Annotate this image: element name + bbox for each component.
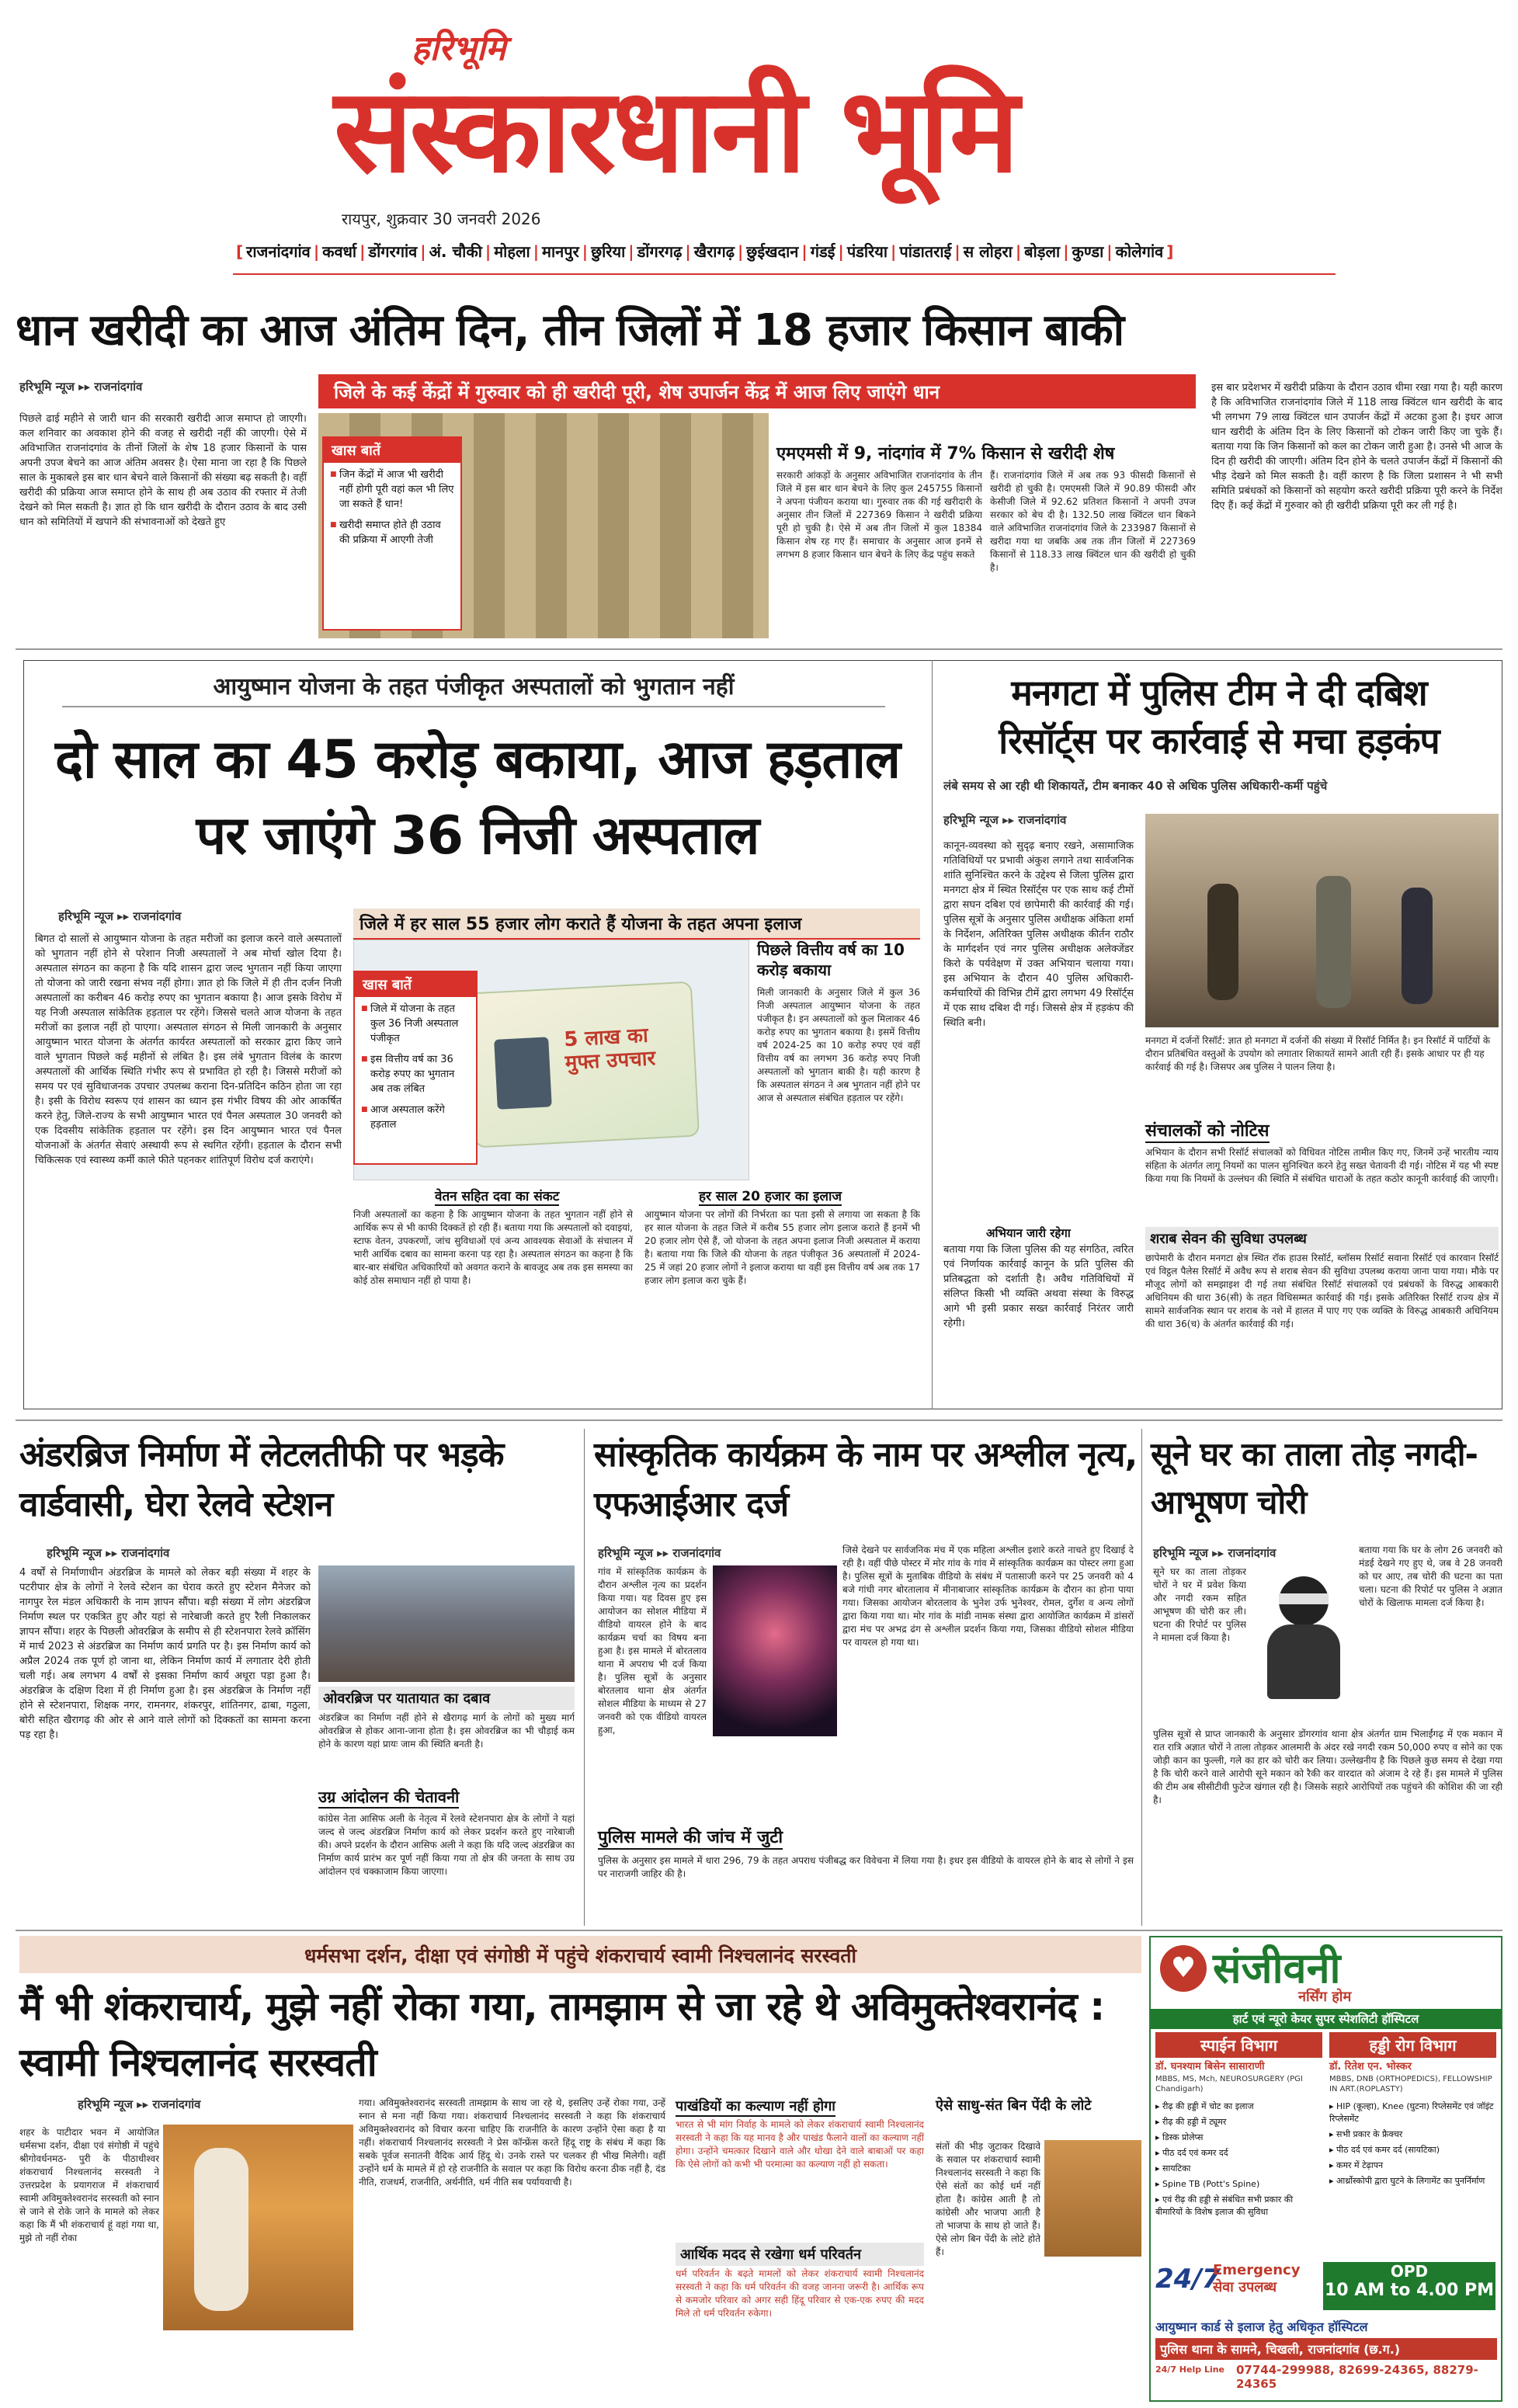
rule — [16, 648, 1502, 650]
story7-sub3-text: संतों की भीड़ जुटाकर दिखावे के सवाल पर शंकराचार्य स्वामी निश्चलानंद सरस्वती ने कहा कि ऐसे संतों का कोई धर्म नहीं होता है। कांग्रेस आती है तो कांग्रेसी और भाजपा आती है तो भाजपा के साथ हो जाते हैं। ऐसे लोग बिन पेंदी के लोटे होते हैं। — [936, 2141, 1040, 2257]
ad-list-item: ▸ रीढ़ की हड्डी में ट्यूमर — [1155, 2117, 1227, 2127]
ad-foot: आयुष्मान कार्ड से इलाज हेतु अधिकृत हॉस्पिटल — [1155, 2319, 1368, 2334]
rule — [16, 1419, 1502, 1421]
story3-headline2: रिसॉर्ट्स पर कार्रवाई से मचा हड़कंप — [999, 720, 1440, 762]
ad-left-doc: डॉ. घनश्याम बिसेन सासाराणी — [1155, 2061, 1265, 2073]
key-item: ■ खरीदी समाप्त होते ही उठाव की प्रक्रिया में आएगी तेजी — [330, 518, 454, 547]
separator: | — [1063, 242, 1069, 261]
story7-headline: मैं भी शंकराचार्य, मुझे नहीं रोका गया, तामझाम से जा रहे थे अविमुक्तेश्वरानंद : स्वामी निश्चलानंद सरस्वती — [19, 1984, 1105, 2085]
story1-col4: इस बार प्रदेशभर में खरीदी प्रक्रिया के दौरान उठाव धीमा रखा गया है। यही कारण है कि अविभाजित राजनांदगांव जिले में 118 लाख क्विंटल धान खरीदी के बाद भी लगभग 79 लाख क्विंटल धान उपार्जन केंद्रों में अटका हुआ है। इधर आज धान खरीदी के अंतिम दिन के लिए किसानों को टोकन जारी किए जा चुके हैं। बताया गया कि जिन किसानों को कल का टोकन जारी हुआ है। उनसे भी आज के दिन ही खरीदी की जाएगी। अंतिम दिन होने के चलते उपार्जन केंद्रों में किसानों की भीड़ देखने को मिल सकती है। वहीं कारण है कि जिला प्रशासन ने भी सभी समिति प्रबंधकों को किसानों को सहयोग करते खरीदी प्रक्रिया पूरी करने के निर्देश दिए हैं। कई केंद्रों में गुरुवार को ही खरीदी प्रक्रिया पूरी कर ली गई है। — [1211, 382, 1502, 512]
separator: | — [533, 242, 539, 261]
story3-headline1: मनगटा में पुलिस टीम ने दी दबिश — [1011, 672, 1427, 714]
key-title: खास बातें — [324, 438, 460, 463]
separator: ] — [1166, 242, 1174, 261]
ad-opd: OPD — [1390, 2262, 1429, 2281]
town-link[interactable]: पांडातराई — [899, 242, 952, 261]
story1-key-box — [322, 436, 462, 631]
story5-byline: हरिभूमि न्यूज ▸▸ राजनांदगांव — [598, 1546, 721, 1560]
story3-caption: मनगटा में दर्जनों रिसॉर्ट: ज्ञात हो मनगटा में दर्जनों की संख्या में रिसॉर्ट निर्मित है। इन रिसॉर्ट में पार्टियों के दौरान प्रतिबंधित वस्तुओं के उपयोग को लगातार शिकायतें सामने आती रही हैं। इसके आधार पर ही यह कार्रवाई की गई है। जिसपर अब पुलिस ने पालन लिया है। — [1145, 1035, 1491, 1072]
story6-headline: सूने घर का ताला तोड़ नगदी-आभूषण चोरी — [1151, 1435, 1478, 1521]
separator: | — [582, 242, 589, 261]
story2-col1: बिगत दो सालों से आयुष्मान योजना के तहत मरीजों का इलाज करने वाले अस्पतालों को भुगतान नहीं होने से परेशान निजी अस्पतालों ने अब मोर्चा खोल दिया है। अस्पताल संगठन का कहना है कि यदि शासन द्वारा जल्द भुगतान नहीं किया जाएगा तो योजना को जारी रखना संभव नहीं होगा। ज्ञात हो कि जिले में ही तीन दर्जन निजी अस्पतालों का करीबन 46 करोड़ रुपए का भुगतान बकाया है। आज इसके विरोध में यह निजी अस्पताल सांकेतिक हड़ताल पर रहेंगे। जिससे चलते आज योजना के तहत मरीजों का इलाज नहीं हो पाएगा। अस्पताल संगठन से मिली जानकारी के अनुसार आयुष्मान भारत योजना के अंतर्गत कार्यरत अस्पतालों को सरकार द्वारा किए जाने वाले भुगतान पिछले कई महीनों से लंबित है। इस लंबे भुगतान विलंब के कारण अस्पतालों की आर्थिक स्थिति गंभीर रूप से प्रभावित हो रही है। जिससे मरीजों को समय पर एवं सुविधाजनक उपचार उपलब्ध कराना दिन-प्रतिदिन कठिन होता जा रहा है। इसी के विरोध स्वरूप एवं शासन का ध्यान इस गंभीर विषय की ओर आकर्षित करने हेतु, जिले-राज्य के सभी आयुष्मान भारत एवं पैनल अस्पताल 30 जनवरी को एक दिवसीय सांकेतिक हड़ताल पर रहेंगे। इस दिन आयुष्मान भारत एवं पैनल योजनाओं के अंतर्गत सेवाएं अस्थायी रूप से स्थगित रहेंगी। हड़ताल के दौरान सभी चिकित्सक एवं स्वास्थ्य कर्मी काले फीते पहनकर शांतिपूर्ण विरोध दर्ज कराएंगे। — [35, 933, 342, 1166]
ad-emergency: Emergency सेवा उपलब्ध — [1213, 2262, 1301, 2295]
ad-tagline: हार्ट एवं न्यूरो केयर सुपर स्पेशलिटी हॉस्पिटल — [1151, 2009, 1501, 2029]
ad-list-item: ▸ सायटिका — [1155, 2163, 1191, 2173]
thief-illustration — [1252, 1576, 1353, 1701]
ad-list-item: ▸ Spine TB (Pott's Spine) — [1155, 2179, 1260, 2189]
separator: | — [838, 242, 844, 261]
story7-inset-photo — [1044, 2140, 1141, 2257]
story7-col1: शहर के पाटीदार भवन में आयोजित धर्मसभा दर्शन, दीक्षा एवं संगोष्ठी में पहुंचे श्रीगोवर्धनमठ- पुरी के पीठाधीश्वर शंकराचार्य निश्चलानंद सरस्वती ने उत्तरप्रदेश के प्रयागराज में शंकराचार्य स्वामी अविमुक्तेश्वरानंद सरस्वती को स्नान से जाने से रोके जाने के मामले को लेकर कहा कि मैं भी शंकराचार्य हूं वहां गया था, मुझे तो नहीं रोका — [19, 2127, 159, 2243]
ad-address: पुलिस थाना के सामने, चिखली, राजनांदगांव (छ.ग.) — [1155, 2338, 1497, 2360]
story5-col1: गांव में सांस्कृतिक कार्यक्रम के दौरान अश्लील नृत्य का प्रदर्शन किया गया। यह दिवस हुए इस आयोजन का सोशल मीडिया में वीडियो वायरल होने के बाद कार्यक्रम चर्चा का विषय बना हुआ है। इस मामले में बोरतलाव थाना में अपराध भी दर्ज किया है। पुलिस सूत्रों के अनुसार बोरतलाव थाना क्षेत्र अंतर्गत सोशल मीडिया के माध्यम से 27 जनवरी को एक वीडियो वायरल हुआ, — [598, 1566, 707, 1736]
story7-sub3: ऐसे साधु-संत बिन पेंदी के लोटे — [936, 2097, 1092, 2114]
town-strip — [233, 241, 1320, 262]
story7-kicker: धर्मसभा दर्शन, दीक्षा एवं संगोष्ठी में पहुंचे शंकराचार्य स्वामी निश्चलानंद सरस्वती — [19, 1936, 1141, 1973]
story3-sub: अभियान जारी रहेगा — [986, 1226, 1071, 1240]
story2-box-title: पिछले वित्तीय वर्ष का 10 करोड़ बकाया — [757, 940, 905, 979]
story1-subhead: एमएमसी में 9, नांदगांव में 7% किसान से खरीदी शेष — [776, 444, 1115, 464]
story2-sub2-text: आयुष्मान योजना पर लोगों की निर्भरता का पता इसी से लगाया जा सकता है कि हर साल योजना के तहत जिले में करीब 55 हजार लोग इलाज कराते हैं इनमें भी 20 हजार लोग ऐसे हैं, जो योजना के तहत अपना इलाज निजी अस्पताल में कराया है। बताया गया कि जिले की योजना के तहत पंजीकृत 36 अस्पतालों में 2024-25 में जहां 20 हजार लोगों ने इलाज कराया था वहीं इस वित्तीय वर्ष अब तक 17 हजार लोग इलाज करा चुके हैं। — [644, 1209, 920, 1286]
separator: | — [485, 242, 492, 261]
story1-byline: हरिभूमि न्यूज ▸▸ राजनांदगांव — [19, 380, 143, 394]
story7-photo-shankaracharya — [163, 2125, 353, 2330]
story2-headline: दो साल का 45 करोड़ बकाया, आज हड़ताल पर जाएंगे 36 निजी अस्पताल — [54, 729, 901, 867]
story3-sub-text: बताया गया कि जिला पुलिस की यह संगठित, त्वरित एवं निर्णायक कार्रवाई कानून के प्रति पुलिस की प्रतिबद्धता को दर्शाती है। अवैध गतिविधियों में संलिप्त किसी भी व्यक्ति अथवा संस्था के विरुद्ध आगे भी इसी प्रकार सख्त कार्रवाई निरंतर जारी रहेगी। — [943, 1244, 1134, 1329]
separator: | — [737, 242, 744, 261]
story4-headline: अंडरब्रिज निर्माण में लेटलतीफी पर भड़के वार्डवासी, घेरा रेलवे स्टेशन — [19, 1435, 504, 1524]
town-link[interactable]: अं. चौकी — [429, 242, 482, 261]
story1-col1: पिछले ढाई महीने से जारी धान की सरकारी खरीदी आज समाप्त हो जाएगी। कल शनिवार का अवकाश होने की वजह से खरीदी नहीं की जाएगी। ऐसे में अविभाजित राजनांदगांव के तीनों जिलों के शेष 18 हजार किसानों के पास अपनी उपज बेचने का आज अंतिम अवसर है। ऐसा माना जा रहा है कि पिछले साल के मुकाबले इस बार धान बेचने वाले किसानों की संख्या बढ़ सकती है। वहीं खरीदी की प्रक्रिया आज समाप्त होने के साथ ही अब उठाव की रफ्तार में तेजी देखने को मिल सकती है। ज्ञात हो कि धान खरीदी के दौरान उठाव के बाद उसी धान को समितियों में खपाने की संभावनाओं को देखते हुए — [19, 413, 307, 528]
story7-col2: गया। अविमुक्तेश्वरानंद सरस्वती तामझाम के साथ जा रहे थे, इसलिए उन्हें रोका गया, उन्हें स्नान से मना नहीं किया गया। शंकराचार्य निश्चलानंद सरस्वती ने कहा कि शंकराचार्य अविमुक्तेश्वरानंद को विचार करना चाहिए कि राजनीति के कारण उन्होंने ऐसा कहा है या नहीं। शंकराचार्य निश्चलानंद सरस्वती ने प्रेस कॉन्फ्रेंस करते हिंदू राष्ट्र के संबंध में कहा कि सबके पूर्वज सनातनी वैदिक आर्य हिंदू थे। उनके रास्ते पर चलकर ही भीख मिलेगी। वहीं उन्होंने धर्म के मामले में हो रहे राजनीति के सवाल पर कहा कि विरोध करना ठीक नहीं है, दंड नीति, राजधर्म, राजनीति, अर्थनीति, धर्म नीति सब पर्यायवाची है। — [359, 2097, 665, 2187]
ad-list-item: ▸ डिस्क प्रोलेप्स — [1155, 2132, 1204, 2142]
photo-figure — [1316, 876, 1351, 1008]
story3-deck: लंबे समय से आ रही थी शिकायतें, टीम बनाकर 40 से अधिक पुलिस अधिकारी-कर्मी पहुंचे — [943, 779, 1328, 793]
separator: | — [360, 242, 366, 261]
ad-left-list — [1155, 2100, 1322, 2222]
story6-col-c: पुलिस सूत्रों से प्राप्त जानकारी के अनुसार डोंगरगांव थाना क्षेत्र अंतर्गत ग्राम भिलाईंगढ़ में एक मकान में रात रात्रि अज्ञात चोरों ने ताला तोड़कर आलमारी के अंदर रखे नगदी रकम 50,000 रुपए व सोने का एक जोड़ी कान का फुल्ली, गले का हार को चोरी कर लिया। उल्लेखनीय है कि पिछले कुछ समय से देखा गया है कि चोरी करने वाले आरोपी सूने मकान को रैकी कर वारदात को अंजाम दे रहे हैं। इस मामले में पुलिस की टीम अब सीसीटीवी फुटेज खंगाल रही है। जिसके सहारे आरोपियों तक पहुंचने की कोशिश की जा रही है। — [1153, 1729, 1502, 1805]
town-link[interactable]: स लोहरा — [963, 242, 1013, 261]
ad-247: 24/7 — [1155, 2264, 1221, 2295]
story2-box-text: मिली जानकारी के अनुसार जिले में कुल 36 निजी अस्पताल आयुष्मान योजना के तहत पंजीकृत है। इन अस्पतालों को कुल मिलाकर 46 करोड़ रुपए का भुगतान बकाया है। इसमें वित्तीय वर्ष 2024-25 का 10 करोड़ रुपए एवं वहीं वित्तीय वर्ष का लगभग 36 करोड़ रुपए निजी अस्पतालों को भुगतान बाकी है। यही कारण है कि अस्पताल संगठन ने अब भुगतान नहीं होने पर आज से अस्पताल संबंधित हड़ताल पर रहेंगे। — [757, 987, 920, 1103]
town-link[interactable]: मानपुर — [542, 242, 579, 261]
story4-sub2-text: कांग्रेस नेता आसिफ अली के नेतृत्व में रेलवे स्टेशनपारा क्षेत्र के लोगों ने यहां जल्द से जल्द अंडरब्रिज निर्माण कार्य को लेकर प्रदर्शन करते हुए नारेबाजी की। अपने प्रदर्शन के दौरान आसिफ अली ने कहा कि यदि जल्द अंडरब्रिज का निर्माण कार्य प्रारंभ कर पूर्ण नहीं किया गया तो क्षेत्र की जनता के साथ उग्र आंदोलन एवं चक्काजाम किया जाएगा। — [318, 1813, 575, 1877]
separator: | — [1015, 242, 1022, 261]
story6-byline: हरिभूमि न्यूज ▸▸ राजनांदगांव — [1153, 1546, 1277, 1560]
ad-right-list — [1329, 2100, 1496, 2191]
ad-phones: 07744-299988, 82699-24365, 88279-24365 — [1236, 2363, 1478, 2391]
thief-mask-icon — [1279, 1593, 1329, 1604]
town-link[interactable]: खैरागढ़ — [693, 242, 735, 261]
ad-right-doc: डॉ. रितेश एन. भोस्कर — [1329, 2061, 1412, 2073]
story2-sub2: हर साल 20 हजार का इलाज — [699, 1187, 842, 1206]
column-rule — [1141, 1429, 1142, 1926]
story5-sub-text: पुलिस के अनुसार इस मामले में धारा 296, 79 के तहत अपराध पंजीबद्ध कर विवेचना में लिया गया है। इधर इस वीडियो के वायरल होने के बाद से लोगों ने इस पर नाराजगी जाहिर की है। — [598, 1855, 1134, 1879]
ad-list-item: ▸ एवं रीढ़ की हड्डी से संबंधित सभी प्रकार की बीमारियों के विशेष इलाज की सुविधा — [1155, 2194, 1294, 2217]
key-item: ■ जिले में योजना के तहत कुल 36 निजी अस्पताल पंजीकृत — [361, 1002, 470, 1046]
key-item: ■ इस वित्तीय वर्ष का 36 करोड़ रुपए का भुगतान अब तक लंबित — [361, 1052, 470, 1096]
ad-list-item: ▸ कमर में टेढ़ापन — [1329, 2160, 1384, 2170]
story7-sub2-text: धर्म परिवर्तन के बढ़ते मामलों को लेकर शंकराचार्य स्वामी निश्चलानंद सरस्वती ने कहा कि धर्म परिवर्तन की वजह जानना जरूरी है। आर्थिक रूप से कमजोर परिवार को अगर सही हिंदू परिवार से एक-एक रुपए की मदद मिले तो धर्म परिवर्तन रुकेगा। — [676, 2268, 924, 2319]
thief-body-icon — [1267, 1624, 1340, 1699]
story3-sub2-text: छापेमारी के दौरान मनगटा क्षेत्र स्थित रॉक हाउस रिसॉर्ट, ब्लॉसम रिसॉर्ट सवाना रिसॉर्ट एवं कारवान रिसॉर्ट एवं विट्ठल पैलेस रिसॉर्ट में अवैध रूप से शराब सेवन की सुविधा उपलब्ध कराया जाना पाया गया। मौके पर मौजूद लोगों को समझाइश दी गई तथा संबंधित रिसॉर्ट संचालकों एवं प्रबंधकों के विरुद्ध आबकारी अधिनियम की धारा 36(सी) के तहत विधिसम्मत कार्रवाई की गई। इसके अतिरिक्त रिसॉर्ट राज्य क्षेत्र में सामने सार्वजनिक स्थान पर शराब के नशे में हालत में पाए गए एक व्यक्ति के विरुद्ध आबकारी अधिनियम की धारा 36(च) के अंतर्गत कार्रवाई की गई। — [1145, 1253, 1499, 1329]
masthead — [0, 0, 1518, 287]
ad-list-item: ▸ पीठ दर्द एवं कमर दर्द (सायटिका) — [1329, 2145, 1440, 2155]
story7-sub1: पाखंडियों का कल्याण नहीं होगा — [676, 2097, 835, 2117]
separator: | — [1106, 242, 1113, 261]
separator: | — [420, 242, 426, 261]
separator: | — [628, 242, 634, 261]
story7-sub1-text: भारत से भी मांग निर्वाह के मामले को लेकर शंकराचार्य स्वामी निश्चलानंद सरस्वती ने कहा कि यह मानव है और पाखंड फैलाने वालों का कल्याण नहीं होगा। उन्होंने चमत्कार दिखाने वाले और धोखा देने वाले बाबाओं पर कहा कि ऐसे लोगों को कभी भी परमात्मा का कल्याण नहीं हो सकता। — [676, 2119, 924, 2170]
story2-byline: हरिभूमि न्यूज ▸▸ राजनांदगांव — [58, 909, 182, 923]
key-title: खास बातें — [355, 972, 476, 997]
ad-helpline: 24/7 Help Line — [1155, 2365, 1225, 2375]
story3-byline: हरिभूमि न्यूज ▸▸ राजनांदगांव — [943, 813, 1067, 827]
story4-sub1: ओवरब्रिज पर यातायात का दबाव — [318, 1687, 575, 1710]
ad-left-head: स्पाईन विभाग — [1155, 2032, 1322, 2058]
town-link[interactable]: पंडरिया — [846, 242, 888, 261]
story1-deck: जिले के कई केंद्रों में गुरुवार को ही खरीदी पूरी, शेष उपार्जन केंद्र में आज लिए जाएंगे धान — [318, 374, 1196, 408]
story2-deck: जिले में हर साल 55 हजार लोग कराते हैं योजना के तहत अपना इलाज — [353, 909, 920, 940]
story1-headline: धान खरीदी का आज अंतिम दिन, तीन जिलों में 18 हजार किसान बाकी — [16, 305, 1124, 356]
ad-list-item: ▸ आर्थ्रोस्कोपी द्वारा घुटने के लिगामेंट का पुनर्निर्माण — [1329, 2176, 1485, 2186]
masthead-rule — [233, 273, 1336, 275]
ad-list-item: ▸ पीठ दर्द एवं कमर दर्द — [1155, 2148, 1228, 2158]
photo-figure — [1207, 884, 1238, 1000]
town-link[interactable]: छुरिया — [591, 242, 626, 261]
story3-sub2: शराब सेवन की सुविधा उपलब्ध — [1145, 1227, 1499, 1250]
separator: | — [954, 242, 960, 261]
story6-col-a: सूने घर का ताला तोड़कर चोरों ने घर में प्रवेश किया और नगदी रकम सहित आभूषण की चोरी कर ली। घटना की रिपोर्ट पर पुलिस ने मामला दर्ज किया है। — [1153, 1566, 1246, 1643]
story2-kicker: आयुष्मान योजना के तहत पंजीकृत अस्पतालों को भुगतान नहीं — [62, 669, 885, 707]
ad-list-item: ▸ HIP (कूल्हा), Knee (घुटना) रिप्लेसमेंट एवं जॉइंट रिप्लेसमेंट — [1329, 2101, 1494, 2124]
story3-notice-text: अभियान के दौरान सभी रिसॉर्ट संचालकों को विधिवत नोटिस तामील किए गए, जिनमें उन्हें भारतीय न्याय संहिता के अंतर्गत लागू नियमों का पालन सुनिश्चित करने हेतु सख्त चेतावनी दी गई। नोटिस में यह भी स्पष्ट किया गया कि नियमों के उल्लंघन की स्थिति में संबंधित धाराओं के तहत कठोर कानूनी कार्रवाई की जाएगी। — [1145, 1147, 1499, 1184]
story7-byline: हरिभूमि न्यूज ▸▸ राजनांदगांव — [78, 2097, 201, 2111]
town-link[interactable]: डोंगरगांव — [368, 242, 418, 261]
heart-icon: ♥ — [1160, 1945, 1207, 1992]
separator: | — [801, 242, 808, 261]
ad-list-item: ▸ रीढ़ की हड्डी में चोट का इलाज — [1155, 2101, 1254, 2111]
ad-right-qual: MBBS, DNB (ORTHOPEDICS), FELLOWSHIP IN ART.(ROPLASTY) — [1329, 2075, 1492, 2094]
ad-brand: संजीवनी — [1213, 1944, 1341, 1993]
column-rule — [584, 1429, 585, 1926]
story2-sub1-text: निजी अस्पतालों का कहना है कि आयुष्मान योजना के तहत भुगतान नहीं होने से आर्थिक रूप से भी काफी दिक्कतें हो रही हैं। बताया गया कि अस्पतालों को दवाइयां, स्टाफ वेतन, उपकरणों, जांच सुविधाओं एवं अन्य आवश्यक सेवाओं के संचालन में भारी आर्थिक दबाव का सामना करना पड़ रहा है। अस्पताल संगठन का कहना है कि बार-बार संबंधित अधिकारियों को अवगत कराने के बावजूद अब तक इस समस्या का कोई ठोस समाधान नहीं हो पाया है। — [353, 1209, 633, 1286]
ad-list-item: ▸ सभी प्रकार के फ्रैक्चर — [1329, 2129, 1403, 2139]
story2-sub1: वेतन सहित दवा का संकट — [435, 1187, 559, 1206]
brand-small: हरिभूमि — [412, 29, 506, 68]
town-link[interactable]: मोहला — [494, 242, 530, 261]
story4-byline: हरिभूमि न्यूज ▸▸ राजनांदगांव — [47, 1546, 170, 1560]
photo-figure — [1402, 888, 1433, 1004]
separator: | — [685, 242, 691, 261]
story4-sub1-text: अंडरब्रिज का निर्माण नहीं होने से खैरागढ़ मार्ग के लोगों को मुख्य मार्ग ओवरब्रिज से होकर आना-जाना होता है। इस ओवरब्रिज का भी चौड़ाई कम होने के कारण यहां प्रायः जाम की स्थिति बनती है। — [318, 1712, 575, 1750]
story1-col2: सरकारी आंकड़ों के अनुसार अविभाजित राजनांदगांव के तीन जिले में इस बार धान बेचने के लिए कुल 245755 किसानों ने अपना पंजीयन कराया था। गुरुवार तक की गई खरीदारी के अनुसार तीन जिलों में 227369 किसान ने खरीदी प्रक्रिया पूरी हो चुकी है। ऐसे में अब तीन जिलों में कुल 18384 किसान शेष रह गए हैं। समाचार के अनुसार आज इनमें से लगभग 8 हजार किसान धान बेचने के लिए केंद्र पहुंच सकते — [776, 470, 982, 560]
town-link[interactable]: कोलेगांव — [1115, 242, 1164, 261]
story5-headline: सांस्कृतिक कार्यक्रम के नाम पर अश्लील नृत्य, एफआईआर दर्ज — [594, 1435, 1138, 1524]
bracket: [ — [236, 242, 244, 261]
key-item: ■ आज अस्पताल करेंगे हड़ताल — [361, 1103, 470, 1132]
ad-opd-box — [1323, 2262, 1495, 2310]
town-link[interactable]: गंडई — [810, 242, 835, 261]
ad-left-qual: MBBS, MS, Mch, NEUROSURGERY (PGI Chandigarh) — [1155, 2075, 1303, 2094]
ad-brand-sub: नर्सिंग होम — [1298, 1989, 1352, 2005]
town-link[interactable]: कुण्डा — [1072, 242, 1104, 261]
column-rule — [932, 660, 933, 1409]
separator: | — [313, 242, 320, 261]
story3-notice-title: संचालकों को नोटिस — [1145, 1118, 1270, 1143]
card-text: 5 लाख का मुफ्त उपचार — [563, 1023, 656, 1075]
separator: | — [891, 242, 897, 261]
key-item: ■ जिन केंद्रों में आज भी खरीदी नहीं होगी पूरी वहां कल भी लिए जा सकते हैं धान! — [330, 467, 454, 512]
story5-photo-stage — [713, 1565, 837, 1736]
rule — [16, 1930, 1502, 1931]
story4-col1: 4 वर्षों से निर्माणाधीन अंडरब्रिज के मामले को लेकर बड़ी संख्या में शहर के पटरीपार क्षेत्र के लोगों ने रेलवे स्टेशन का घेराव करते हुए स्टेशन मैनेजर को नागपुर रेल मंडल अधिकारी के नाम ज्ञापन सौंपा। बड़ी संख्या में लोग अंडरब्रिज निर्माण स्थल पर एकत्रित हुए और यहां से नारेबाजी करते हुए रैली निकालकर ज्ञापन सौंपा। शहर के पिछली ओवरब्रिज के समीप से ही स्टेशनपारा रेलवे क्रॉसिंग में मार्च 2023 से अंडरब्रिज का निर्माण कार्य प्रगति पर है। इस निर्माण कार्य को अप्रैल 2024 तक पूर्ण हो जाना था, लेकिन निर्माण कार्य में लगातार देरी होती चली गई। अब लगभग 4 वर्षों से इसका निर्माण कार्य अधूरा पड़ा हुआ है। अंडरब्रिज के दक्षिण दिशा में ही निर्माण हुआ है। इस अंडरब्रिज के निर्माण नहीं होने से स्टेशनपारा, शिक्षक नगर, रामनगर, शंकरपुर, शांतिनगर, ढाबा, गठुला, बोरी सहित खैरागढ़ की ओर से आने वाले लोगों को दिक्कतों का सामना करना पड़ रहा है। — [19, 1567, 311, 1741]
ad-right-head: हड्डी रोग विभाग — [1329, 2032, 1496, 2058]
story7-sub2: आर्थिक मदद से रखेगा धर्म परिवर्तन — [676, 2243, 924, 2266]
brand-title: संस्कारधानी भूमि — [334, 64, 1016, 199]
dateline: रायपुर, शुक्रवार 30 जनवरी 2026 — [342, 210, 541, 228]
town-link[interactable]: कवर्धा — [322, 242, 357, 261]
story6-col-b: बताया गया कि घर के लोग 26 जनवरी को मंडई देखने गए हुए थे, जब वे 28 जनवरी को घर आए, तब चोरी की घटना का पता चला। घटना की रिपोर्ट पर पुलिस ने अज्ञात चोरों के खिलाफ मामला दर्ज किया है। — [1359, 1545, 1502, 1608]
town-link[interactable]: राजनांदगांव — [246, 242, 311, 261]
story5-sub: पुलिस मामले की जांच में जुटी — [598, 1825, 783, 1850]
town-link[interactable]: बोड़ला — [1024, 242, 1061, 261]
story4-sub2: उग्र आंदोलन की चेतावनी — [318, 1786, 459, 1809]
photo-figure — [194, 2148, 248, 2311]
town-link[interactable]: डोंगरगढ़ — [637, 242, 683, 261]
story3-col1: कानून-व्यवस्था को सुदृढ़ बनाए रखने, असामाजिक गतिविधियों पर प्रभावी अंकुश लगाने तथा सार्वजनिक शांति सुनिश्चित करने के उद्देश्य से जिला पुलिस द्वारा मनगटा क्षेत्र में स्थित रिसॉर्ट्स पर एक साथ कई टीमों द्वारा सघन दबिश एवं छापेमारी की कार्रवाई की गई। पुलिस सूत्रों के अनुसार पुलिस अधीक्षक अंकिता शर्मा के निर्देशन, अतिरिक्त पुलिस अधीक्षक कीर्तन राठौर के मार्गदर्शन एवं नगर पुलिस अधीक्षक अलेक्जेंडर किरो के पर्यवेक्षण में उक्त अभियान चलाया गया। इस अभियान के दौरान 40 पुलिस अधिकारी-कर्मचारियों की विभिन्न टीमें द्वारा लगभग 49 रिसॉर्ट्स में एक साथ दबिश दी गई। जिससे क्षेत्र में हड़कंप की स्थिति बनी। — [943, 840, 1134, 1029]
story5-top-text: जिसे देखने पर सार्वजनिक मंच में एक महिला अश्लील इशारे करते नाचते हुए दिखाई दे रही है। वहीं पीछे पोस्टर में मोर गांव के गांव में सांस्कृतिक कार्यक्रम का पोस्टर लगा हुआ है। पुलिस सूत्रों के मुताबिक वीडियो के संबंध में पतासाजी करने पर 25 जनवरी को 4 बजे गांधी नगर बोरतालाव में मीनाबाजार सांस्कृतिक कार्यक्रम के दौरान का होना पाया गया। जिसका आयोजन बोरतलाव के भुनेश उर्फ भुनेश्वर, रोमल, दुर्गेश व अन्य लोगों द्वारा किया गया था। मोर गांव के मांडी नामक संस्था द्वारा आयोजित कार्यक्रम में डांसरों द्वारा मंच पर अभद्र ढंग से अश्लील प्रदर्शन किया गया, जिसका वीडियो सोशल मीडिया पर वायरल हो गया था। — [842, 1545, 1134, 1648]
town-link[interactable]: छुईखदान — [746, 242, 799, 261]
sanjeevani-ad — [1149, 1936, 1502, 2402]
ad-opd-time: 10 AM to 4.00 PM — [1324, 2281, 1495, 2300]
story4-photo-protest — [318, 1565, 575, 1682]
story1-col3: हैं। राजनांदगांव जिले में अब तक 93 फीसदी किसानों से खरीदी हो चुकी है। एमएमसी जिले में 90.89 फीसदी और केसीजी जिले में 92.62 प्रतिशत किसानों ने अपनी उपज सरकार को बेच दी है। 132.50 लाख क्विंटल धान बिकने वाले अविभाजित राजनांदगांव जिले के 233987 किसानों से खरीदा गया था जबकि अब तक तीन जिलों में 227369 किसानों से 118.33 लाख क्विंटल धान की खरीदी हो चुकी है। — [990, 470, 1196, 573]
story3-photo-police — [1145, 814, 1499, 1027]
